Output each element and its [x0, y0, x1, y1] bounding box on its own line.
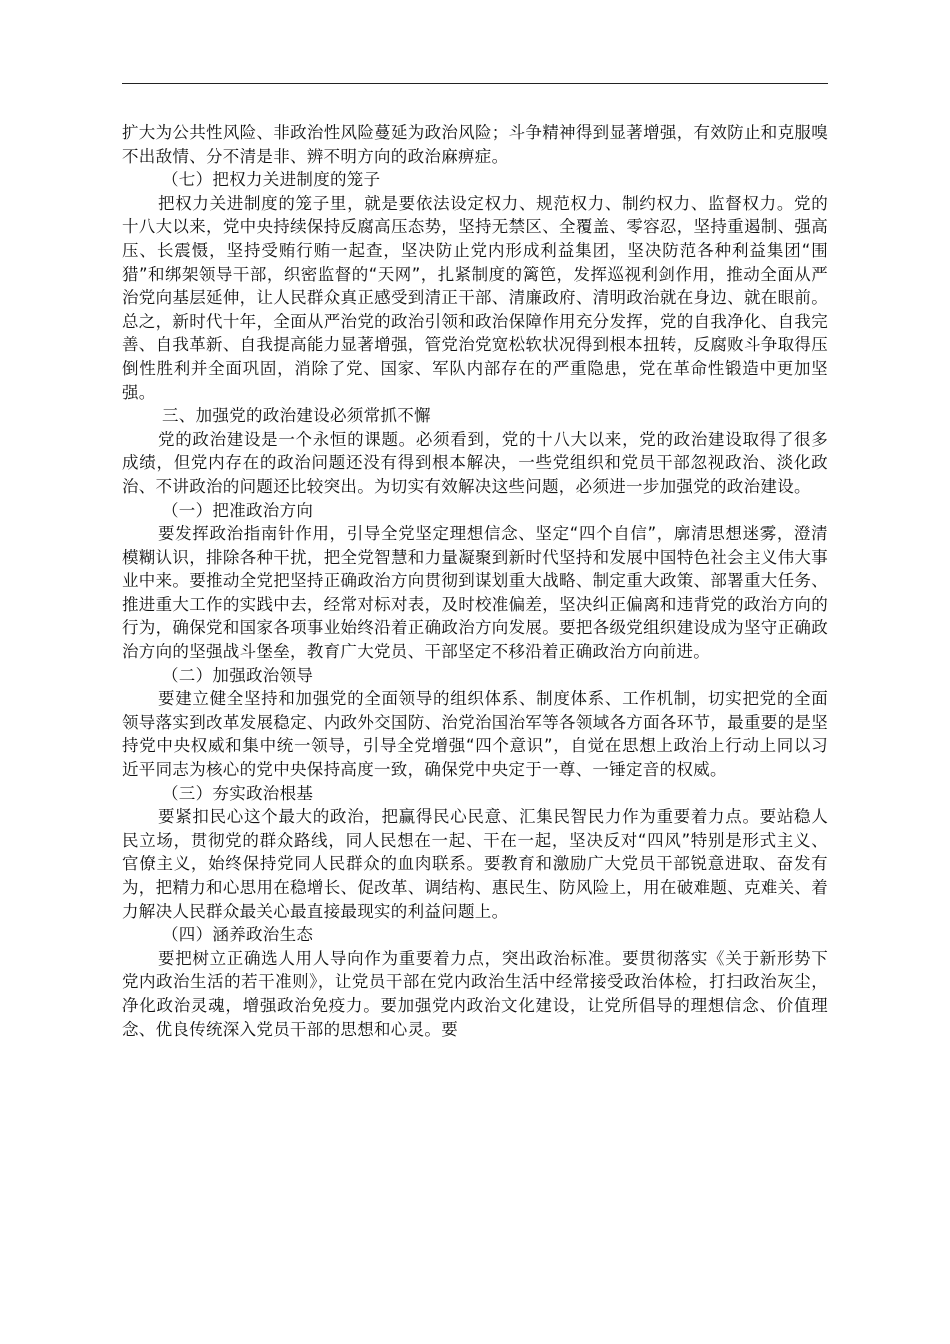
- paragraph: 要建立健全坚持和加强党的全面领导的组织体系、制度体系、工作机制，切实把党的全面领导落实到改革发展稳定、内政外交国防、治党治国治军等各领域各方面各环节，最重要的是坚持党中央权威和集中统一领导，引导全党增强“四个意识”，自觉在思想上政治上行动上同以习近平同志为核心的党中央保持高度一致，确保党中央定于一尊、一锤定音的权威。: [122, 689, 828, 780]
- section-subheading: （三）夯实政治根基: [162, 783, 314, 803]
- paragraph: 要把树立正确选人用人导向作为重要着力点，突出政治标准。要贯彻落实《关于新形势下党内政治生活的若干准则》，让党员干部在党内政治生活中经常接受政治体检，打扫政治灰尘，净化政治灵魂，增强政治免疫力。要加强党内政治文化建设，让党所倡导的理想信念、价值理念、优良传统深入党员干部的思想和心灵。要: [122, 948, 828, 1039]
- paragraph: 扩大为公共性风险、非政治性风险蔓延为政治风险；斗争精神得到显著增强，有效防止和克服嗅不出敌情、分不清是非、辨不明方向的政治麻痹症。: [122, 123, 828, 166]
- paragraph: 要紧扣民心这个最大的政治，把赢得民心民意、汇集民智民力作为重要着力点。要站稳人民立场，贯彻党的群众路线，同人民想在一起、干在一起，坚决反对“四风”特别是形式主义、官僚主义，始终保持党同人民群众的血肉联系。要教育和激励广大党员干部锐意进取、奋发有为，把精力和心思用在稳增长、促改革、调结构、惠民生、防风险上，用在破难题、克难关、着力解决人民群众最关心最直接最现实的利益问题上。: [122, 807, 828, 921]
- section-subheading: （一）把准政治方向: [162, 500, 314, 520]
- paragraph: 把权力关进制度的笼子里，就是要依法设定权力、规范权力、制约权力、监督权力。党的十八大以来，党中央持续保持反腐高压态势，坚持无禁区、全覆盖、零容忍，坚持重遏制、强高压、长震慑，坚持受贿行贿一起查，坚决防止党内形成利益集团，坚决防范各种利益集团“围猎”和绑架领导干部，织密监督的“天网”，扎紧制度的篱笆，发挥巡视利剑作用，推动全面从严治党向基层延伸，让人民群众真正感受到清正干部、清廉政府、清明政治就在身边、就在眼前。总之，新时代十年，全面从严治党的政治引领和政治保障作用充分发挥，党的自我净化、自我完善、自我革新、自我提高能力显著增强，管党治党宽松软状况得到根本扭转，反腐败斗争取得压倒性胜利并全面巩固，消除了党、国家、军队内部存在的严重隐患，党在革命性锻造中更加坚强。: [122, 193, 828, 402]
- section-subheading: （四）涵养政治生态: [162, 925, 314, 945]
- section-subheading: （七）把权力关进制度的笼子: [162, 170, 381, 190]
- document-body: [122, 121, 828, 1041]
- section-subheading: （二）加强政治领导: [162, 665, 314, 685]
- header-rule: [122, 83, 828, 84]
- paragraph: 要发挥政治指南针作用，引导全党坚定理想信念、坚定“四个自信”，廓清思想迷雾，澄清模糊认识，排除各种干扰，把全党智慧和力量凝聚到新时代坚持和发展中国特色社会主义伟大事业中来。要推动全党把坚持正确政治方向贯彻到谋划重大战略、制定重大政策、部署重大任务、推进重大工作的实践中去，经常对标对表，及时校准偏差，坚决纠正偏离和违背党的政治方向的行为，确保党和国家各项事业始终沿着正确政治方向发展。要把各级党组织建设成为坚守正确政治方向的坚强战斗堡垒，教育广大党员、干部坚定不移沿着正确政治方向前进。: [122, 524, 828, 662]
- section-heading: 三、加强党的政治建设必须常抓不懈: [162, 406, 431, 426]
- paragraph: 党的政治建设是一个永恒的课题。必须看到，党的十八大以来，党的政治建设取得了很多成绩，但党内存在的政治问题还没有得到根本解决，一些党组织和党员干部忽视政治、淡化政治、不讲政治的问题还比较突出。为切实有效解决这些问题，必须进一步加强党的政治建设。: [122, 429, 828, 496]
